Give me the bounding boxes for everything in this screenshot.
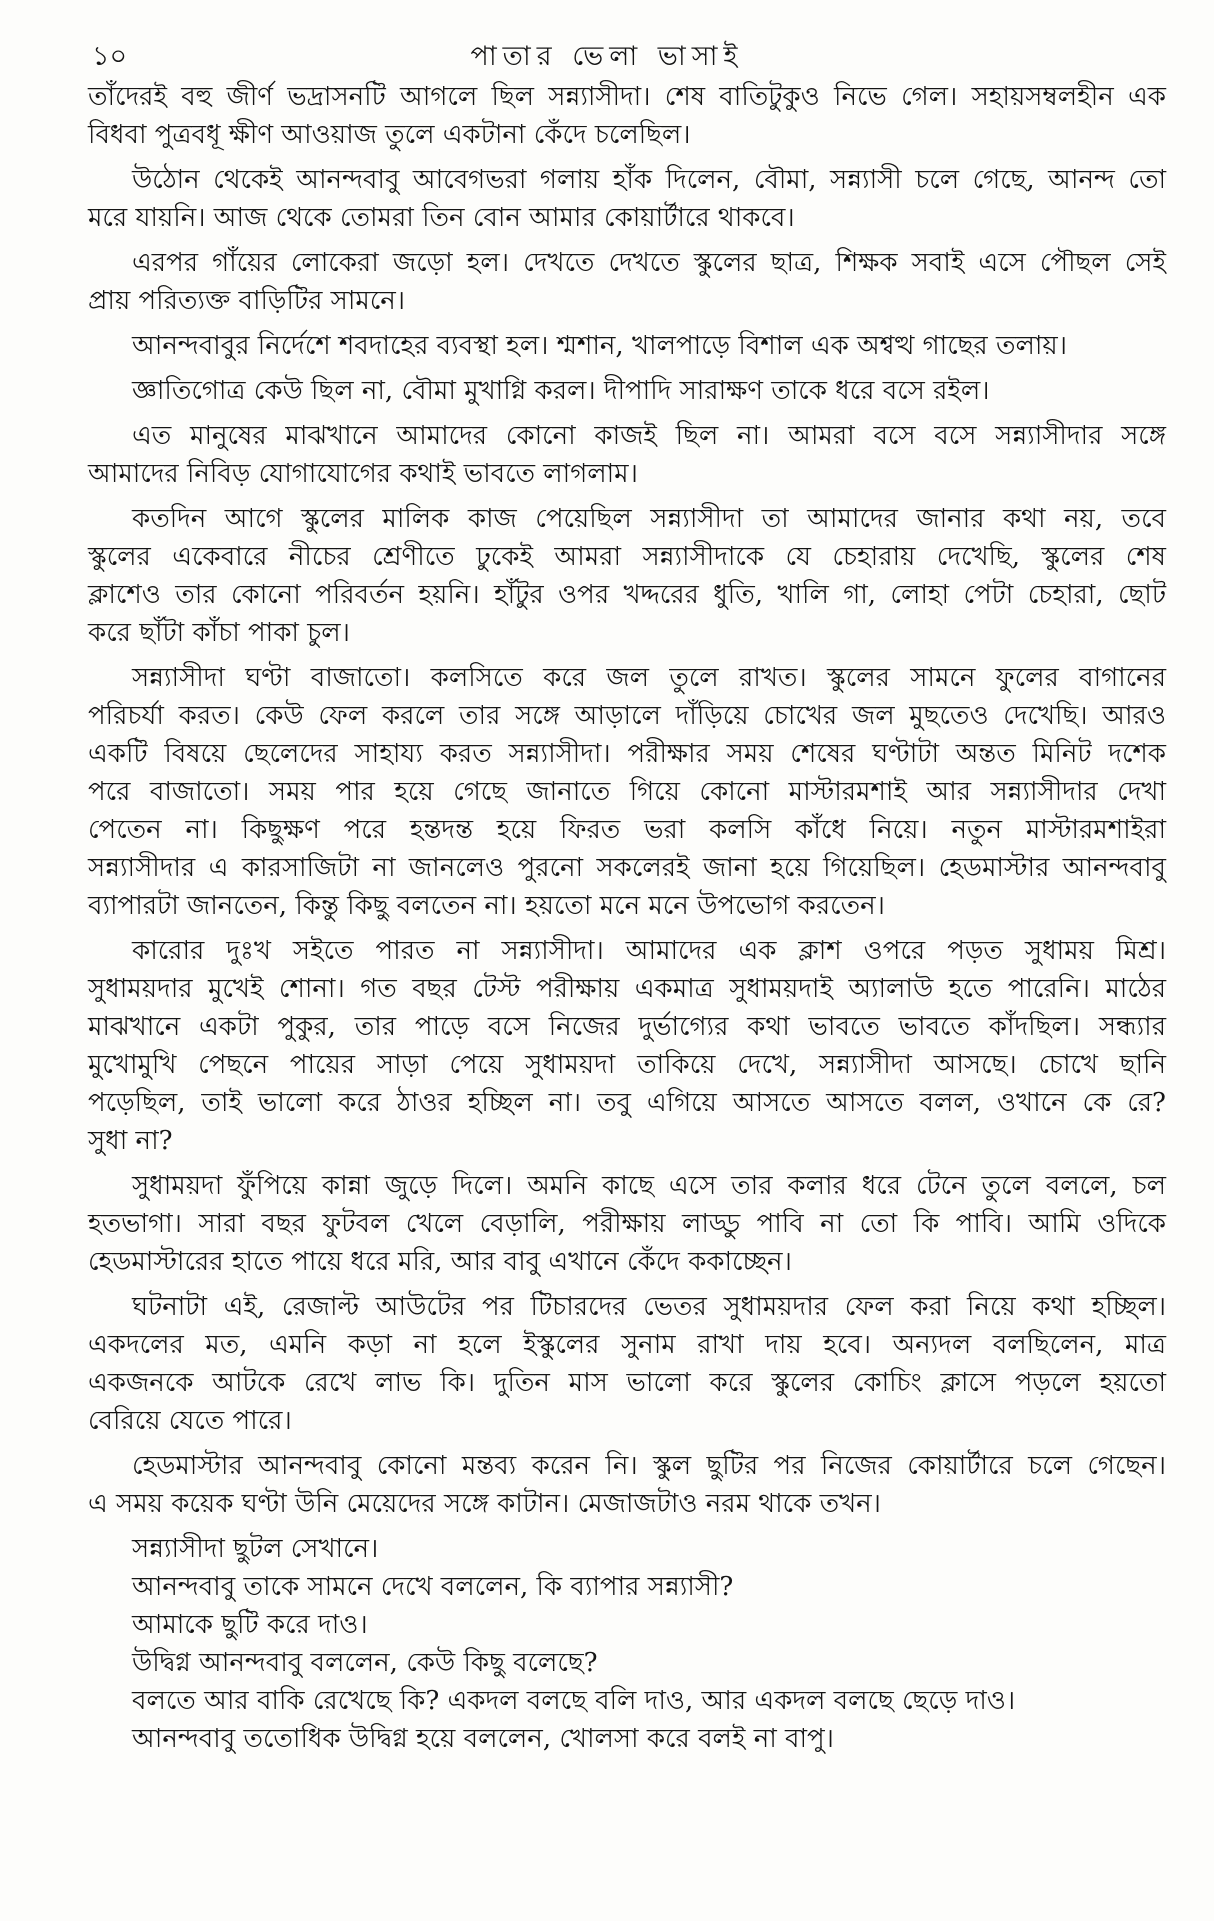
text-line: সুধাময়দার মুখেই শোনা। গত বছর টেস্ট পরীক্ষায় একমাত্র সুধাময়দাই অ্যালাউ হতে পারেনি। মাঠের: [88, 974, 1166, 1004]
text-line: সুধা না?: [88, 1126, 173, 1156]
paragraph: [88, 1288, 1166, 1440]
text-line: এরপর গাঁয়ের লোকেরা জড়ো হল। দেখতে দেখতে স্কুলের ছাত্র, শিক্ষক সবাই এসে পৌছল সেই: [132, 248, 1166, 278]
text-line: আনন্দবাবু ততোধিক উদ্বিগ্ন হয়ে বললেন, খোলসা করে বলই না বাপু।: [132, 1724, 834, 1754]
text-line: আনন্দবাবুর নির্দেশে শবদাহের ব্যবস্থা হল। শ্মশান, খালপাড়ে বিশাল এক অশ্বত্থ গাছের তলায়।: [132, 331, 1068, 361]
text-line: সুধাময়দা ফুঁপিয়ে কান্না জুড়ে দিলে। অমনি কাছে এসে তার কলার ধরে টেনে তুলে বললে, চল: [132, 1171, 1166, 1201]
text-line: বেরিয়ে যেতে পারে।: [88, 1406, 292, 1436]
running-title: পাতার ভেলা ভাসাই: [470, 41, 744, 72]
text-line: একজনকে আটকে রেখে লাভ কি। দুতিন মাস ভালো করে স্কুলের কোচিং ক্লাসে পড়লে হয়তো: [88, 1368, 1166, 1398]
paragraph: [88, 932, 1166, 1160]
text-line: বলতে আর বাকি রেখেছে কি? একদল বলছে বলি দাও, আর একদল বলছে ছেড়ে দাও।: [132, 1686, 1016, 1716]
dialogue-block: [88, 1530, 1166, 1758]
paragraph: [88, 244, 1166, 320]
text-line: ব্যাপারটা জানতেন, কিন্তু কিছু বলতেন না। হয়তো মনে মনে উপভোগ করতেন।: [88, 891, 885, 921]
text-line: মাঝখানে একটা পুকুর, তার পাড়ে বসে নিজের দুর্ভাগ্যের কথা ভাবতে ভাবতে কাঁদছিল। সন্ধ্যার: [88, 1012, 1166, 1042]
text-line: সন্ন্যাসীদার এ কারসাজিটা না জানলেও পুরনো সকলেরই জানা হয়ে গিয়েছিল। হেডমাস্টার আনন্দবাবু: [88, 853, 1166, 883]
text-line: আমাদের নিবিড় যোগাযোগের কথাই ভাবতে লাগলাম।: [88, 459, 638, 489]
paragraph: [88, 417, 1166, 493]
text-line: মুখোমুখি পেছনে পায়ের সাড়া পেয়ে সুধাময়দা তাকিয়ে দেখে, সন্ন্যাসীদা আসছে। চোখে ছানি: [88, 1050, 1166, 1080]
text-line: কারোর দুঃখ সইতে পারত না সন্ন্যাসীদা। আমাদের এক ক্লাশ ওপরে পড়ত সুধাময় মিশ্র।: [132, 936, 1166, 966]
text-line: প্রায় পরিত্যক্ত বাড়িটির সামনে।: [88, 286, 406, 316]
text-line: মরে যায়নি। আজ থেকে তোমরা তিন বোন আমার কোয়ার্টারে থাকবে।: [88, 203, 795, 233]
paragraph: [88, 372, 1166, 410]
text-line: সন্ন্যাসীদা ঘণ্টা বাজাতো। কলসিতে করে জল তুলে রাখত। স্কুলের সামনে ফুলের বাগানের: [132, 663, 1166, 693]
text-line: উদ্বিগ্ন আনন্দবাবু বললেন, কেউ কিছু বলেছে?: [132, 1648, 598, 1678]
text-line: স্কুলের একেবারে নীচের শ্রেণীতে ঢুকেই আমরা সন্ন্যাসীদাকে যে চেহারায় দেখেছি, স্কুলের শেষ: [88, 542, 1166, 572]
text-line: এ সময় কয়েক ঘণ্টা উনি মেয়েদের সঙ্গে কাটান। মেজাজটাও নরম থাকে তখন।: [88, 1489, 881, 1519]
paragraph: [88, 1167, 1166, 1281]
text-line: হতভাগা। সারা বছর ফুটবল খেলে বেড়ালি, পরীক্ষায় লাড্ডু পাবি না তো কি পাবি। আমি ওদিকে: [88, 1209, 1166, 1239]
text-line: জ্ঞাতিগোত্র কেউ ছিল না, বৌমা মুখাগ্নি করল। দীপাদি সারাক্ষণ তাকে ধরে বসে রইল।: [132, 376, 990, 406]
text-line: তাঁদেরই বহু জীর্ণ ভদ্রাসনটি আগলে ছিল সন্ন্যাসীদা। শেষ বাতিটুকুও নিভে গেল। সহায়সম্বলহীন এক: [88, 82, 1166, 112]
text-line: আনন্দবাবু তাকে সামনে দেখে বললেন, কি ব্যাপার সন্ন্যাসী?: [132, 1572, 734, 1602]
paragraph: [88, 78, 1166, 154]
page-number: ১০: [92, 41, 128, 72]
text-line: পড়েছিল, তাই ভালো করে ঠাওর হচ্ছিল না। তবু এগিয়ে আসতে আসতে বলল, ওখানে কে রে?: [88, 1088, 1166, 1118]
text-line: ঘটনাটা এই, রেজাল্ট আউটের পর টিচারদের ভেতর সুধাময়দার ফেল করা নিয়ে কথা হচ্ছিল।: [132, 1292, 1166, 1322]
paragraph: [88, 500, 1166, 652]
text-line: বিধবা পুত্রবধূ ক্ষীণ আওয়াজ তুলে একটানা কেঁদে চলেছিল।: [88, 120, 691, 150]
text-line: হেডমাস্টার আনন্দবাবু কোনো মন্তব্য করেন নি। স্কুল ছুটির পর নিজের কোয়ার্টারে চলে গেছেন।: [132, 1451, 1166, 1481]
text-line: সন্ন্যাসীদা ছুটল সেখানে।: [132, 1534, 379, 1564]
text-line: পরিচর্যা করত। কেউ ফেল করলে তার সঙ্গে আড়ালে দাঁড়িয়ে চোখের জল মুছতেও দেখেছি। আরও: [88, 701, 1166, 731]
text-line: একটি বিষয়ে ছেলেদের সাহায্য করত সন্ন্যাসীদা। পরীক্ষার সময় শেষের ঘণ্টাটা অন্তত মিনিট দশেক: [88, 739, 1166, 769]
text-line: পরে বাজাতো। সময় পার হয়ে গেছে জানাতে গিয়ে কোনো মাস্টারমশাই আর সন্ন্যাসীদার দেখা: [88, 777, 1166, 807]
paragraph: [88, 1447, 1166, 1523]
text-line: এত মানুষের মাঝখানে আমাদের কোনো কাজই ছিল না। আমরা বসে বসে সন্ন্যাসীদার সঙ্গে: [132, 421, 1166, 451]
text-line: পেতেন না। কিছুক্ষণ পরে হন্তদন্ত হয়ে ফিরত ভরা কলসি কাঁধে নিয়ে। নতুন মাস্টারমশাইরা: [88, 815, 1166, 845]
paragraph: [88, 161, 1166, 237]
text-line: একদলের মত, এমনি কড়া না হলে ইস্কুলের সুনাম রাখা দায় হবে। অন্যদল বলছিলেন, মাত্র: [88, 1330, 1166, 1360]
text-line: আমাকে ছুটি করে দাও।: [132, 1610, 368, 1640]
body-text: [88, 78, 1166, 1765]
text-line: কতদিন আগে স্কুলের মালিক কাজ পেয়েছিল সন্ন্যাসীদা তা আমাদের জানার কথা নয়, তবে: [132, 504, 1166, 534]
text-line: উঠোন থেকেই আনন্দবাবু আবেগভরা গলায় হাঁক দিলেন, বৌমা, সন্ন্যাসী চলে গেছে, আনন্দ তো: [132, 165, 1166, 195]
text-line: হেডমাস্টারের হাতে পায়ে ধরে মরি, আর বাবু এখানে কেঁদে ককাচ্ছেন।: [88, 1247, 792, 1277]
text-line: ক্লাশেও তার কোনো পরিবর্তন হয়নি। হাঁটুর ওপর খদ্দরের ধুতি, খালি গা, লোহা পেটা চেহারা, ছোট: [88, 580, 1166, 610]
paragraph: [88, 659, 1166, 925]
text-line: করে ছাঁটা কাঁচা পাকা চুল।: [88, 618, 350, 648]
paragraph: [88, 327, 1166, 365]
